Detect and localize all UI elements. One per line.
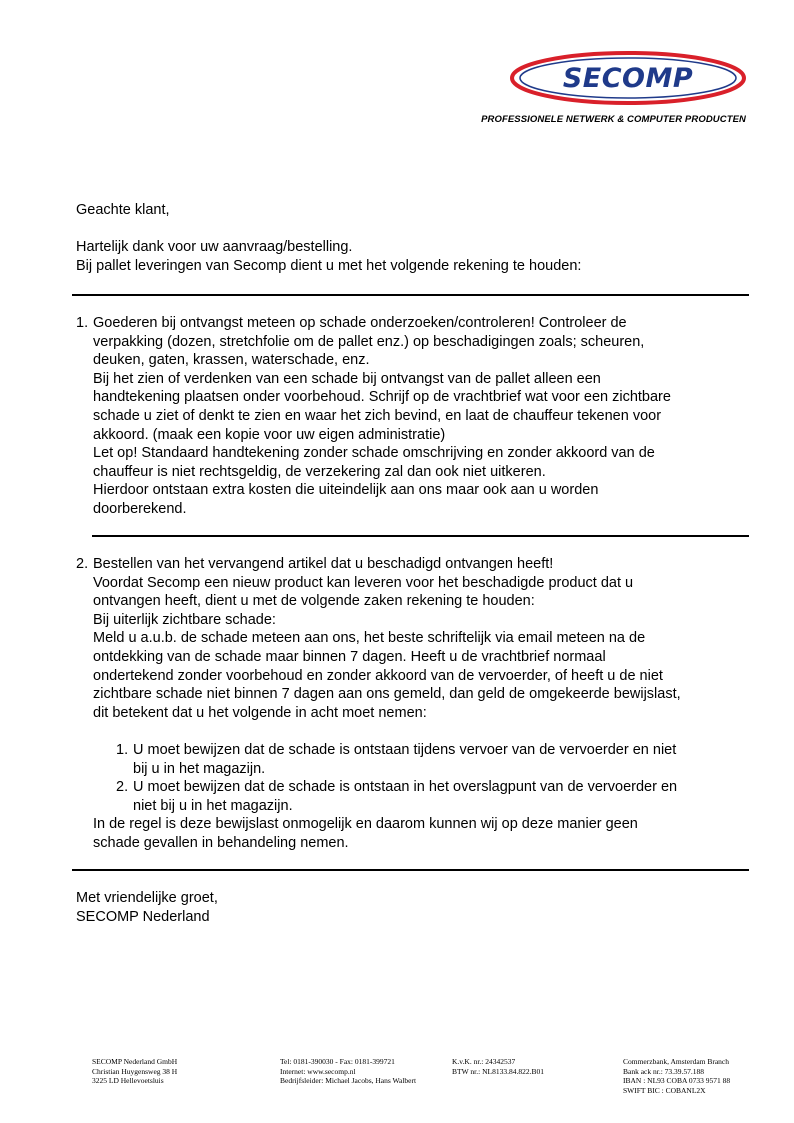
spacer (93, 722, 756, 741)
footer-address (92, 1057, 177, 1086)
footer-line: IBAN : NL93 COBA 0733 9571 88 (623, 1076, 731, 1085)
footer-registration (452, 1057, 544, 1076)
item-1-line: doorberekend. (93, 500, 187, 517)
item-1-line: Goederen bij ontvangst meteen op schade onderzoeken/controleren! Controleer de (93, 315, 627, 331)
footer-line: Commerzbank, Amsterdam Branch (623, 1057, 730, 1066)
item-2-line: Meld u a.u.b. de schade meteen aan ons, het beste schriftelijk via email meteen na de (93, 630, 646, 647)
item-1-body (93, 314, 756, 519)
sub-item-line: bij u in het magazijn. (133, 760, 266, 777)
item-2-line: Bij uiterlijk zichtbare schade: (93, 611, 276, 628)
salutation: Geachte klant, (76, 202, 170, 218)
closing-greeting: Met vriendelijke groet, (76, 890, 218, 906)
item-1-line: Let op! Standaard handtekening zonder schade omschrijving en zonder akkoord van de (93, 445, 655, 462)
divider-2 (92, 535, 749, 537)
divider-3 (72, 869, 749, 871)
footer-line: Christian Huygensweg 38 H (92, 1066, 178, 1076)
item-1-line: chauffeur is niet rechtsgeldig, de verzekering zal dan ook niet uitkeren. (93, 463, 546, 480)
item-2-line: ontdekking van de schade maar binnen 7 dagen. Heeft u de vrachtbrief normaal (93, 648, 606, 665)
logo-graphic (508, 48, 748, 108)
footer-contact (280, 1057, 416, 1086)
sub-item-1-number: 1. (116, 741, 129, 758)
item-1-line: akkoord. (maak een kopie voor uw eigen administratie) (93, 426, 446, 443)
item-1-line: schade u ziet of denkt te zien en waar het zich bevind, en laat de chauffeur tekenen voor (93, 407, 662, 424)
item-2-line: Bestellen van het vervangend artikel dat u beschadigd ontvangen heeft! (93, 556, 554, 572)
item-1-line: Hierdoor ontstaan extra kosten die uiteindelijk aan ons maar ook aan u worden (93, 482, 599, 499)
item-1-line: deuken, gaten, krassen, waterschade, enz. (93, 352, 370, 369)
sub-item-2 (116, 778, 756, 815)
footer-line: Internet: www.secomp.nl (280, 1066, 356, 1076)
logo-text: SECOMP (562, 63, 694, 94)
tagline: PROFESSIONELE NETWERK & COMPUTER PRODUCTEN (481, 114, 746, 125)
sub-item-2-number: 2. (116, 779, 129, 796)
item-2-closing-line: schade gevallen in behandeling nemen. (93, 834, 349, 851)
footer-line: Tel: 0181-390030 - Fax: 0181-399721 (280, 1057, 395, 1066)
sub-item-2-text (133, 778, 756, 815)
item-2-line: Voordat Secomp een nieuw product kan leveren voor het beschadigde product dat u (93, 574, 634, 591)
footer-line: SWIFT BIC : COBANL2X (623, 1085, 706, 1095)
item-2-line: zichtbare schade niet binnen 7 dagen aan ons gemeld, dan geld de omgekeerde bewijslast, (93, 686, 681, 703)
sub-item-1 (116, 741, 756, 778)
item-2-number: 2. (76, 556, 89, 572)
item-2 (76, 555, 756, 853)
item-2-body (93, 555, 756, 853)
item-1-line: handtekening plaatsen onder voorbehoud. Schrijf op de vrachtbrief wat voor een zichtbare (93, 389, 671, 406)
item-2-closing-line: In de regel is deze bewijslast onmogelijk en daarom kunnen wij op deze manier geen (93, 816, 638, 833)
footer-line: Bedrijfsleider: Michael Jacobs, Hans Walbert (280, 1076, 417, 1085)
secomp-logo (508, 48, 748, 108)
divider-1 (72, 294, 749, 296)
intro-line-1: Hartelijk dank voor uw aanvraag/bestelling. (76, 239, 353, 255)
sub-item-line: U moet bewijzen dat de schade is ontstaan in het overslagpunt van de vervoerder en (133, 779, 678, 796)
intro-line-2: Bij pallet leveringen van Secomp dient u met het volgende rekening te houden: (76, 257, 582, 274)
sub-item-line: U moet bewijzen dat de schade is ontstaan tijdens vervoer van de vervoerder en niet (133, 741, 677, 758)
item-2-line: dit betekent dat u het volgende in acht moet nemen: (93, 704, 427, 721)
item-1-line: Bij het zien of verdenken van een schade bij ontvangst van de pallet alleen een (93, 370, 601, 387)
item-1-line: verpakking (dozen, stretchfolie om de pallet enz.) op beschadigingen zoals; scheuren, (93, 333, 645, 350)
footer-line: BTW nr.: NL8133.84.822.B01 (452, 1066, 544, 1076)
closing-signature: SECOMP Nederland (76, 908, 210, 925)
sub-item-line: niet bij u in het magazijn. (133, 797, 293, 814)
footer-line: K.v.K. nr.: 24342537 (452, 1057, 516, 1066)
footer-line: Bank ack nr.: 73.39.57.188 (623, 1066, 705, 1076)
item-2-line: ontvangen heeft, dient u met de volgende zaken rekening te houden: (93, 593, 535, 610)
item-1 (76, 314, 756, 519)
footer-line: 3225 LD Hellevoetsluis (92, 1076, 164, 1085)
item-1-number: 1. (76, 315, 89, 331)
footer-bank (623, 1057, 730, 1095)
footer-line: SECOMP Nederland GmbH (92, 1057, 178, 1066)
item-2-line: ondertekend zonder voorbehoud en zonder akkoord van de vervoerder, of heeft u de niet (93, 667, 663, 684)
sub-item-1-text (133, 741, 756, 778)
